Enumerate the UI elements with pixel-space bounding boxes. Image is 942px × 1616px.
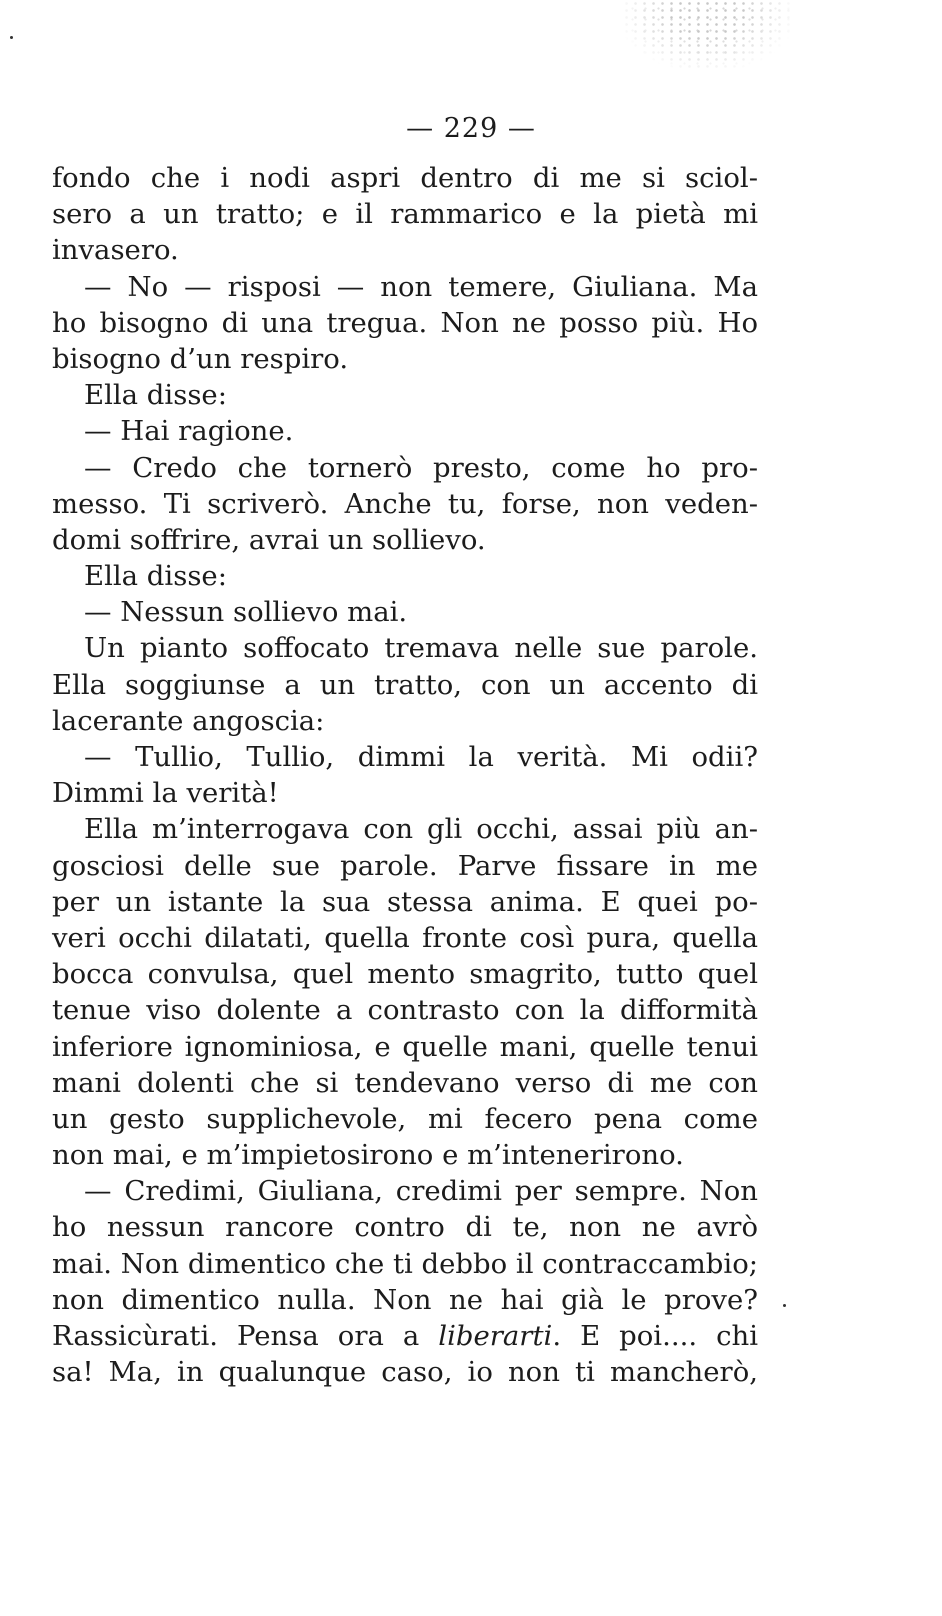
- text-line: sero a un tratto; e il rammarico e la pietà mi: [52, 198, 758, 231]
- text-line: — Tullio, Tullio, dimmi la verità. Mi odii?: [84, 741, 758, 773]
- text-line: — Credimi, Giuliana, credimi per sempre. Non: [84, 1175, 758, 1208]
- text-line: ho bisogno di una tregua. Non ne posso più. Ho: [52, 306, 758, 339]
- text-line: Dimmi la verità!: [52, 777, 279, 810]
- italic-word: liberarti: [438, 1320, 553, 1352]
- text-line: veri occhi dilatati, quella fronte così pura, quella: [52, 921, 758, 954]
- text-line: un gesto supplichevole, mi fecero pena come: [52, 1102, 758, 1135]
- text-line: Ella soggiunse a un tratto, con un accento di: [52, 668, 758, 701]
- text-line: Un pianto soffocato tremava nelle sue parole.: [84, 632, 758, 665]
- text-line: — Credo che tornerò presto, come ho pro-: [84, 451, 758, 484]
- text-line: fondo che i nodi aspri dentro di me si sciol-: [52, 162, 758, 194]
- text-line: — Nessun sollievo mai.: [84, 596, 408, 629]
- text-line: sa! Ma, in qualunque caso, io non ti mancherò,: [52, 1356, 758, 1389]
- text-line: domi soffrire, avrai un sollievo.: [52, 523, 486, 556]
- text-line: per un istante la sua stessa anima. E quei po-: [52, 885, 758, 918]
- text-line: bocca convulsa, quel mento smagrito, tutto quel: [52, 958, 758, 991]
- print-speckle-decoration: [622, 0, 792, 70]
- text-line: lacerante angoscia:: [52, 704, 325, 737]
- text-line: — Hai ragione.: [84, 415, 294, 448]
- page-body-text: [52, 160, 758, 1390]
- text-line: mai. Non dimentico che ti debbo il contraccambio;: [52, 1247, 759, 1280]
- ink-speck: [10, 36, 13, 39]
- text-line: gosciosi delle sue parole. Parve fissare in me: [52, 849, 758, 882]
- text-line: invasero.: [52, 234, 179, 267]
- text-line: mani dolenti che si tendevano verso di me con: [52, 1066, 758, 1099]
- text-line: [52, 1318, 758, 1354]
- text-line: bisogno d’un respiro.: [52, 342, 349, 375]
- text-line: tenue viso dolente a contrasto con la difformità: [52, 994, 758, 1027]
- page-number-header: — 229 —: [406, 113, 536, 144]
- text-line: messo. Ti scriverò. Anche tu, forse, non veden-: [52, 487, 758, 520]
- text-line: inferiore ignominiosa, e quelle mani, quelle tenui: [52, 1030, 758, 1063]
- text-line: non dimentico nulla. Non ne hai già le prove?: [52, 1283, 758, 1316]
- text-segment: Rassicùrati. Pensa ora a: [52, 1320, 439, 1352]
- text-line: Ella disse:: [84, 560, 227, 593]
- text-segment: . E poi.... chi: [552, 1320, 758, 1352]
- text-line: Ella disse:: [84, 379, 227, 412]
- text-line: Ella m’interrogava con gli occhi, assai più an-: [84, 813, 758, 846]
- text-line: — No — risposi — non temere, Giuliana. Ma: [84, 270, 758, 303]
- ink-speck: [783, 1304, 786, 1307]
- text-line: ho nessun rancore contro di te, non ne avrò: [52, 1211, 758, 1244]
- text-line: non mai, e m’impietosirono e m’intenerirono.: [52, 1139, 684, 1172]
